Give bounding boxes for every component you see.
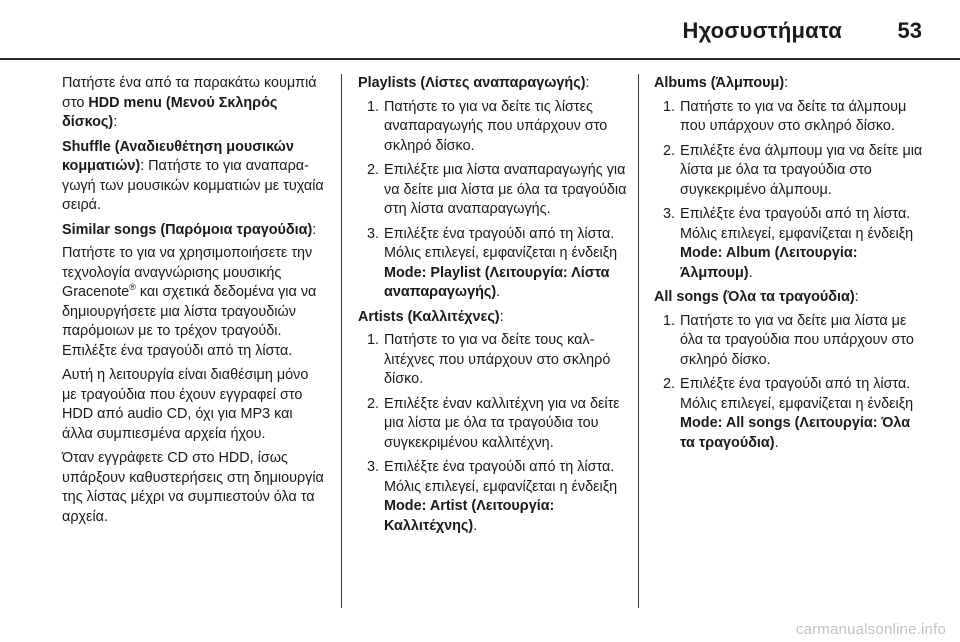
all-songs-colon: : [854, 289, 859, 305]
similar-text-pre: Πατήστε το για να χρησιμοποιήσετε την τεχνολογία αναγνώρισης μουσικής Gracenote [62, 245, 313, 300]
mode-indicator: Mode: Artist (Λειτουργία: Καλλιτέχνης) [384, 498, 555, 534]
column-1 [62, 74, 324, 532]
step-text: Πατήστε το για να δείτε μια λίστα με όλα τα τραγούδια που υπάρχουν στο σκληρό δίσκο. [680, 312, 914, 368]
availability-paragraph: Αυτή η λειτουργία είναι διαθέσιμη μόνο με τραγούδια που έχουν εγγραφεί στο HDD από audio CD, όχι για MP3 και άλλα συμπιεσμένα αρχεία ήχου. [62, 367, 309, 442]
playlists-label: Playlists (Λίστες αναπαραγωγής) [358, 75, 586, 91]
step-number: 2. [367, 162, 380, 178]
step-number: 3. [367, 225, 380, 242]
step-text: Επιλέξτε έναν καλλιτέχνη για να δείτε μια λίστα με όλα τα τραγούδια του συγκεκριμένου καλλιτέχνη. [384, 395, 620, 451]
step-text: Επιλέξτε μια λίστα αναπαραγωγής για να δείτε μια λίστα με όλα τα τραγούδια στη λίστα αναπαραγωγής. [384, 162, 627, 217]
step-period: . [496, 284, 501, 300]
mode-indicator: Mode: Album (Λειτουργία: Άλμπουμ) [680, 245, 858, 281]
step-text: Πατήστε το για να δείτε τις λίστες αναπαραγωγής που υπάρχουν στο σκληρό δίσκο. [384, 98, 608, 154]
similar-songs-paragraph [62, 244, 324, 361]
list-item [358, 161, 630, 220]
albums-heading [654, 74, 926, 94]
similar-text-post: και σχετικά δεδομένα για να δημιουργήσετε μια λίστα τραγουδιών παρόμοιων με το τρέχον τραγούδι. Επιλέξτε ένα τραγούδι από τη λίστα. [62, 284, 317, 359]
list-item [654, 98, 926, 137]
intro-paragraph [62, 74, 324, 133]
column-3 [654, 74, 926, 458]
step-text: Επιλέξτε ένα τραγούδι από τη λίστα. Μόλις επιλεγεί, εμφανίζεται η ένδειξη [384, 459, 618, 495]
step-text: Επιλέξτε ένα άλμπουμ για να δείτε μια λίστα με όλα τα τραγούδια στο συγκεκριμένο άλμπουμ. [680, 142, 923, 198]
step-period: . [473, 517, 478, 534]
list-item [358, 458, 630, 536]
page-header [0, 0, 960, 58]
shuffle-text: : Πατήστε το για αναπαραγωγή των μουσικών κομματιών με τυχαία σειρά. [62, 158, 324, 213]
all-songs-heading [654, 288, 926, 308]
albums-colon: : [784, 75, 789, 91]
header-rule [0, 58, 960, 60]
playlists-heading [358, 74, 630, 94]
mode-indicator: Mode: All songs (Λειτουργία: Όλα τα τραγούδια) [680, 415, 911, 451]
similar-songs-heading [62, 221, 324, 241]
intro-text: Πατήστε ένα από τα παρακάτω κουμπιά στο [62, 75, 317, 111]
step-number: 1. [663, 312, 676, 329]
step-number: 1. [367, 332, 380, 348]
column-divider-left [341, 74, 342, 608]
albums-steps [654, 98, 926, 284]
artists-colon: : [499, 308, 504, 325]
page-number: 53 [897, 18, 922, 43]
step-period: . [748, 264, 753, 281]
list-item [358, 331, 630, 390]
registered-mark: ® [129, 282, 136, 293]
list-item [654, 375, 926, 453]
list-item [654, 312, 926, 371]
watermark: carmanualsonline.info [795, 621, 946, 638]
list-item [358, 395, 630, 454]
step-number: 2. [663, 376, 676, 392]
step-period: . [774, 434, 779, 451]
step-text: Επιλέξτε ένα τραγούδι από τη λίστα. Μόλις επιλεγεί, εμφανίζεται η ένδειξη [680, 206, 914, 242]
delay-paragraph: Όταν εγγράφετε CD στο HDD, ίσως υπάρξουν καθυστερήσεις στη δημιουργία της λίστας μέχρι να συμπιεστούν όλα τα αρχεία. [62, 450, 324, 525]
step-number: 2. [367, 395, 380, 412]
column-2 [358, 74, 630, 541]
step-number: 1. [367, 98, 380, 115]
step-text: Πατήστε το για να δείτε τα άλμπουμ που υπάρχουν στο σκληρό δίσκο. [680, 98, 907, 134]
all-songs-label: All songs (Όλα τα τραγούδια) [654, 289, 855, 305]
mode-indicator: Mode: Playlist (Λειτουργία: Λίστα αναπαραγωγής) [384, 264, 610, 300]
list-item [654, 205, 926, 283]
step-text: Επιλέξτε ένα τραγούδι από τη λίστα. Μόλις επιλεγεί, εμφανίζεται η ένδειξη [384, 225, 618, 261]
step-number: 2. [663, 142, 676, 159]
step-number: 3. [367, 459, 380, 475]
page-title: Ηχοσυστήματα [682, 18, 842, 43]
artists-label: Artists (Καλλιτέχνες) [358, 308, 500, 325]
artists-steps [358, 331, 630, 536]
all-songs-steps [654, 312, 926, 454]
artists-heading [358, 308, 630, 328]
step-text: Πατήστε το για να δείτε τους καλλιτέχνες που υπάρχουν στο σκληρό δίσκο. [384, 332, 611, 387]
playlists-colon: : [585, 75, 590, 91]
hdd-menu-label: HDD menu (Μενού Σκληρός δίσκος) [62, 94, 278, 130]
step-text: Επιλέξτε ένα τραγούδι από τη λίστα. Μόλις επιλεγεί, εμφανίζεται η ένδειξη [680, 376, 914, 412]
playlists-steps [358, 98, 630, 303]
step-number: 3. [663, 206, 676, 222]
albums-label: Albums (Άλμπουμ) [654, 75, 785, 91]
step-number: 1. [663, 98, 676, 115]
similar-songs-label: Similar songs (Παρόμοια τραγούδια) [62, 221, 313, 238]
column-divider-right [638, 74, 639, 608]
shuffle-paragraph [62, 138, 324, 216]
similar-colon: : [312, 221, 317, 238]
list-item [358, 225, 630, 303]
list-item [654, 142, 926, 201]
shuffle-heading: Shuffle (Αναδιευθέτηση μουσικών κομματιών) [62, 138, 294, 174]
intro-colon: : [113, 114, 118, 130]
list-item [358, 98, 630, 157]
